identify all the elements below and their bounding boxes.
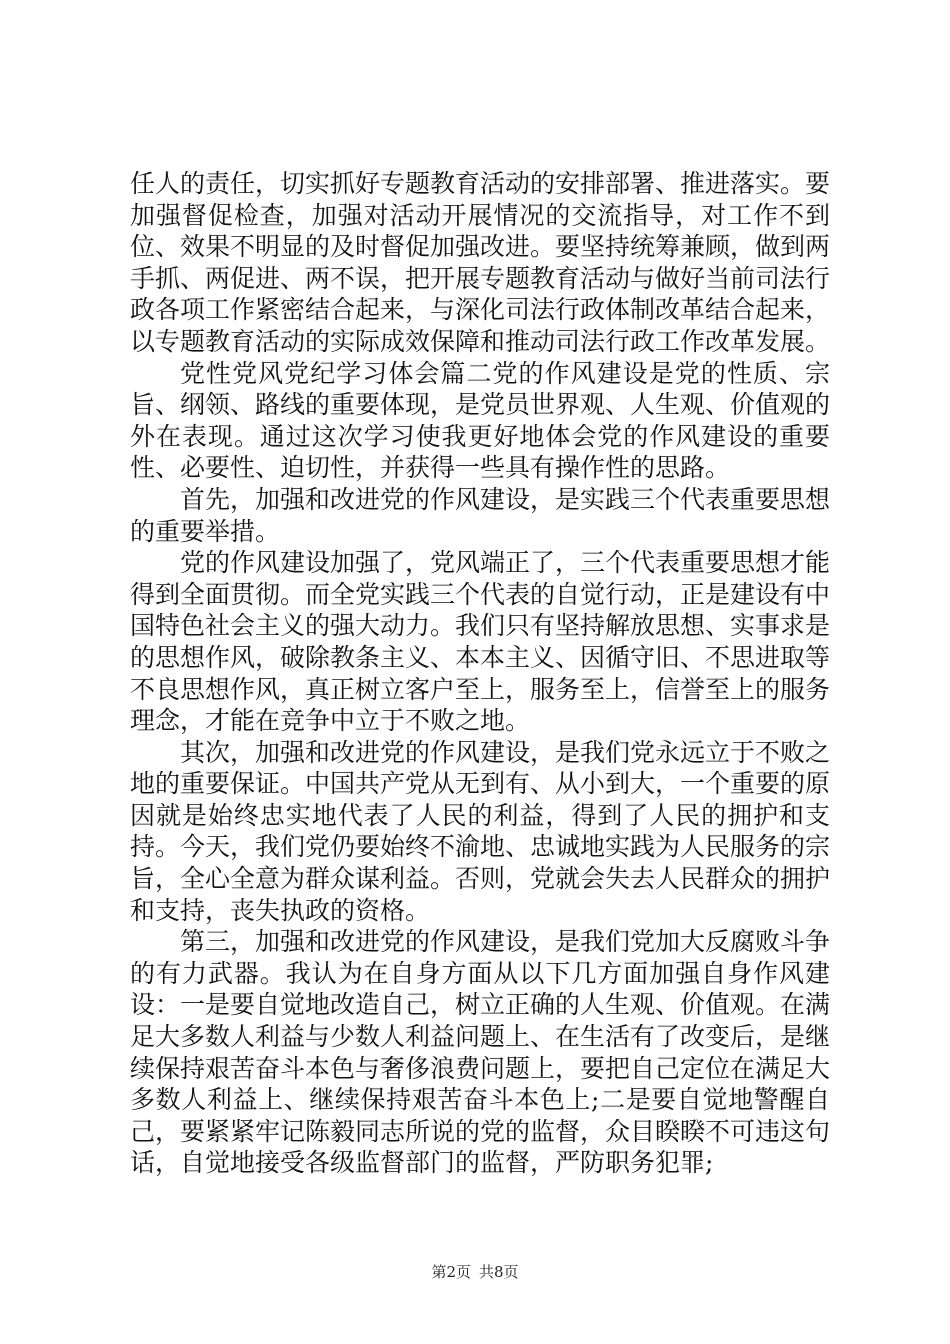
paragraph-first-point-detail: 党的作风建设加强了，党风端正了，三个代表重要思想才能得到全面贯彻。而全党实践三个代表的自觉行动，正是建设有中国特色社会主义的强大动力。我们只有坚持解放思想、实事求是的思想作风，破除教条主义、本本主义、因循守旧、不思进取等不良思想作风，真正树立客户至上，服务至上，信誉至上的服务理念，才能在竞争中立于不败之地。: [130, 548, 831, 736]
paragraph-section-two-intro: 党性党风党纪学习体会篇二党的作风建设是党的性质、宗旨、纲领、路线的重要体现，是党员世界观、人生观、价值观的外在表现。通过这次学习使我更好地体会党的作风建设的重要性、必要性、迫切性，并获得一些具有操作性的思路。: [130, 358, 831, 483]
page-number: 第2页: [431, 1263, 471, 1281]
page-total: 共8页: [479, 1263, 519, 1281]
page-footer: [0, 1261, 950, 1282]
paragraph-first-point: 首先，加强和改进党的作风建设，是实践三个代表重要思想的重要举措。: [130, 484, 831, 546]
paragraph-continuation: 任人的责任，切实抓好专题教育活动的安排部署、推进落实。要加强督促检查，加强对活动开展情况的交流指导，对工作不到位、效果不明显的及时督促加强改进。要坚持统筹兼顾，做到两手抓、两促进、两不误，把开展专题教育活动与做好当前司法行政各项工作紧密结合起来，与深化司法行政体制改革结合起来，以专题教育活动的实际成效保障和推动司法行政工作改革发展。: [130, 169, 831, 356]
document-body: [130, 168, 830, 1179]
paragraph-third-point: 第三，加强和改进党的作风建设，是我们党加大反腐败斗争的有力武器。我认为在自身方面从以下几方面加强自身作风建设：一是要自觉地改造自己，树立正确的人生观、价值观。在满足大多数人利益与少数人利益问题上、在生活有了改变后，是继续保持艰苦奋斗本色与奢侈浪费问题上，要把自己定位在满足大多数人利益上、继续保持艰苦奋斗本色上;二是要自觉地警醒自己，要紧紧牢记陈毅同志所说的党的监督，众目睽睽不可违这句话，自觉地接受各级监督部门的监督，严防职务犯罪;: [130, 927, 831, 1178]
paragraph-second-point: 其次，加强和改进党的作风建设，是我们党永远立于不败之地的重要保证。中国共产党从无到有、从小到大，一个重要的原因就是始终忠实地代表了人民的利益，得到了人民的拥护和支持。今天，我们党仍要始终不渝地、忠诚地实践为人民服务的宗旨，全心全意为群众谋利益。否则，党就会失去人民群众的拥护和支持，丧失执政的资格。: [130, 737, 831, 925]
